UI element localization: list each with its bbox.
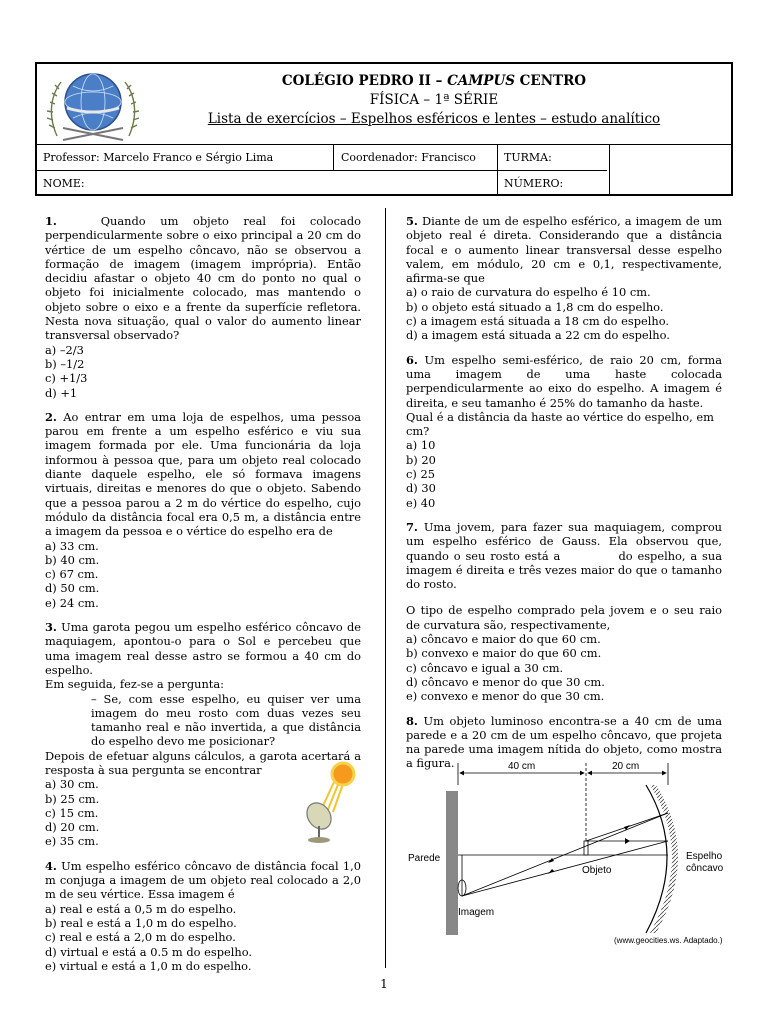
professor-field: Professor: Marcelo Franco e Sérgio Lima [43, 151, 274, 164]
page-number: 1 [380, 977, 388, 991]
option: e) 35 cm. [45, 834, 99, 849]
image-label: Imagem [458, 907, 495, 918]
wall-label: Parede [408, 853, 441, 864]
header-box [35, 62, 733, 196]
figure-source: (www.geocities.ws. Adaptado.) [614, 936, 723, 945]
header-titles [147, 72, 721, 129]
option: a) 30 cm. [45, 777, 99, 792]
header-col-divider [497, 144, 498, 196]
column-divider [385, 208, 386, 968]
option: c) real e está a 2,0 m do espelho. [45, 930, 236, 945]
option: e) 40 [406, 495, 436, 510]
option: a) o raio de curvatura do espelho é 10 cm. [406, 285, 651, 300]
numero-field[interactable]: NÚMERO: [504, 177, 564, 190]
option: d) a imagem está situada a 22 cm do espelho. [406, 328, 670, 343]
option: b) –1/2 [45, 356, 85, 371]
question-6: 6. Um espelho semi-esférico, de raio 20 cm, forma uma imagem de uma haste colocada perpendicularmente ao eixo do espelho. A imagem é direita, e seu tamanho é 25% do tamanho da haste. Qual é a distância da haste ao vértice do espelho, em cm? a) 10 b) 20 c) 25 d) 30 e) 40 [406, 352, 722, 510]
option: e) convexo e menor do que 30 cm. [406, 689, 605, 704]
header-col-divider [609, 144, 610, 196]
sun-mirror-illustration [293, 760, 361, 844]
option: b) convexo e maior do que 60 cm. [406, 646, 602, 661]
option: b) 40 cm. [45, 552, 100, 567]
option: a) 33 cm. [45, 538, 99, 553]
option: d) 50 cm. [45, 581, 100, 596]
header-col-divider [333, 144, 334, 170]
option: a) real e está a 0,5 m do espelho. [45, 901, 237, 916]
option: d) côncavo e menor do que 30 cm. [406, 674, 605, 689]
school-crest-logo [43, 68, 143, 144]
option: e) 24 cm. [45, 595, 99, 610]
option: a) –2/3 [45, 342, 84, 357]
turma-field[interactable]: TURMA: [504, 151, 552, 164]
option: c) 67 cm. [45, 567, 99, 582]
header-row-divider [37, 144, 731, 145]
question-3: 3. Uma garota pegou um espelho esférico côncavo de maquiagem, apontou-o para o Sol e percebeu que uma imagem real desse astro se formou a 40 cm do espelho. Em seguida, fez-se a pergunta: – Se, com esse espelho, eu quiser ver uma imagem do meu rosto com duas vezes seu tamanho real e não invertida, a que distância do espelho devo me posicionar? Depois de efetuar alguns cálculos, a garota acertará a resposta à sua pergunta se encontrar a) 30 cm. b) 25 cm. c) 15 cm. d) 20 cm. e) 35 cm. [45, 620, 361, 849]
option: d) virtual e está a 0.5 m do espelho. [45, 944, 253, 959]
dim-label-20: 20 cm [612, 761, 640, 772]
option: c) +1/3 [45, 371, 88, 386]
object-label: Objeto [582, 865, 612, 876]
option: d) 30 [406, 481, 436, 496]
mirror-diagram [404, 755, 734, 947]
question-5: 5. Diante de um de espelho esférico, a imagem de um objeto real é direta. Considerando que a distância focal e o aumento linear transversal desse espelho valem, em módulo, 20 cm e 0,1, respectivamente, afirma-se que a) o raio de curvatura do espelho é 10 cm. b) o objeto está situado a 1,8 cm do espelho. c) a imagem está situada a 18 cm do espelho. d) a imagem está situada a 22 cm do espelho. [406, 214, 723, 343]
nome-field[interactable]: NOME: [43, 177, 85, 190]
option: b) 20 [406, 452, 436, 467]
dim-label-40: 40 cm [508, 761, 536, 772]
subject-title: FÍSICA – 1ª SÉRIE [369, 92, 499, 108]
option: c) 15 cm. [45, 805, 99, 820]
option: e) virtual e está a 1,0 m do espelho. [45, 958, 252, 973]
object-arrow [584, 841, 588, 855]
header-row-divider [37, 170, 607, 171]
left-column [45, 214, 361, 983]
option: d) 20 cm. [45, 820, 100, 835]
right-column [406, 214, 722, 781]
question-2: 2. Ao entrar em uma loja de espelhos, uma pessoa parou em frente a um espelho esférico e viu sua imagem formada por ele. Uma funcionária da loja informou à pessoa que, para um objeto real colocado diante daquele espelho, ele só formava imagens virtuais, direitas e menores do que o objeto. Sabendo que a pessoa parou a 2 m do vértice do espelho, cujo módulo da distância focal era 0,5 m, a distância entre a imagem da pessoa e o vértice do espelho era de a) 33 cm. b) 40 cm. c) 67 cm. d) 50 cm. e) 24 cm. [45, 409, 362, 610]
question-4: 4. Um espelho esférico côncavo de distância focal 1,0 m conjuga a imagem de um objeto real colocado a 2,0 m de seu vértice. Essa imagem é a) real e está a 0,5 m do espelho. b) real e está a 1,0 m do espelho. c) real e está a 2,0 m do espelho. d) virtual e está a 0.5 m do espelho. e) virtual e está a 1,0 m do espelho. [45, 858, 361, 973]
option: c) a imagem está situada a 18 cm do espelho. [406, 314, 669, 329]
option: a) côncavo e maior do que 60 cm. [406, 632, 601, 647]
coordinator-field: Coordenador: Francisco [341, 151, 476, 164]
question-1: 1. Quando um objeto real foi colocado perpendicularmente sobre o eixo principal a 20 cm do vértice de um espelho côncavo, não se observou a formação de imagem (imagem imprópria). Então decidiu afastar o objeto 40 cm do ponto no qual o objeto foi inicialmente colocado, mas mantendo o objeto sobre o eixo e a frente da superfície refletora. Nesta nova situação, qual o valor do aumento linear transversal observado? a) –2/3 b) –1/2 c) +1/3 d) +1 [45, 214, 361, 400]
wall [446, 791, 458, 935]
question-8: 8. Um objeto luminoso encontra-se a 40 cm de uma parede e a 20 cm de um espelho côncavo, que projeta na parede uma imagem nítida do objeto, como mostra a figura. [406, 713, 722, 771]
question-7: 7. Uma jovem, para fazer sua maquiagem, comprou um espelho esférico de Gauss. Ela observou que, quando o seu rosto está a do espelho, a sua imagem é direita e três vezes maior do que o tamanho do rosto. O tipo de espelho comprado pela jovem e o seu raio de curvatura são, respectivamente, a) côncavo e maior do que 60 cm. b) convexo e maior do que 60 cm. c) côncavo e igual a 30 cm. d) côncavo e menor do que 30 cm. e) convexo e menor do que 30 cm. [406, 519, 723, 704]
option: c) côncavo e igual a 30 cm. [406, 660, 564, 675]
option: b) o objeto está situado a 1,8 cm do espelho. [406, 299, 664, 314]
list-title: Lista de exercícios – Espelhos esféricos e lentes – estudo analítico [207, 111, 661, 127]
question-3-quote: – Se, com esse espelho, eu quiser ver uma imagem do meu rosto com duas vezes seu tamanho real e não invertida, a que distância do espelho devo me posicionar? [91, 691, 361, 749]
option: c) 25 [406, 467, 435, 482]
mirror-label-1: Espelho [686, 851, 723, 862]
option: b) 25 cm. [45, 791, 100, 806]
option: a) 10 [406, 438, 436, 453]
school-name: COLÉGIO PEDRO II – CAMPUS CENTRO [281, 73, 587, 89]
option: d) +1 [45, 385, 78, 400]
mirror-label-2: côncavo [686, 863, 724, 874]
option: b) real e está a 1,0 m do espelho. [45, 915, 237, 930]
